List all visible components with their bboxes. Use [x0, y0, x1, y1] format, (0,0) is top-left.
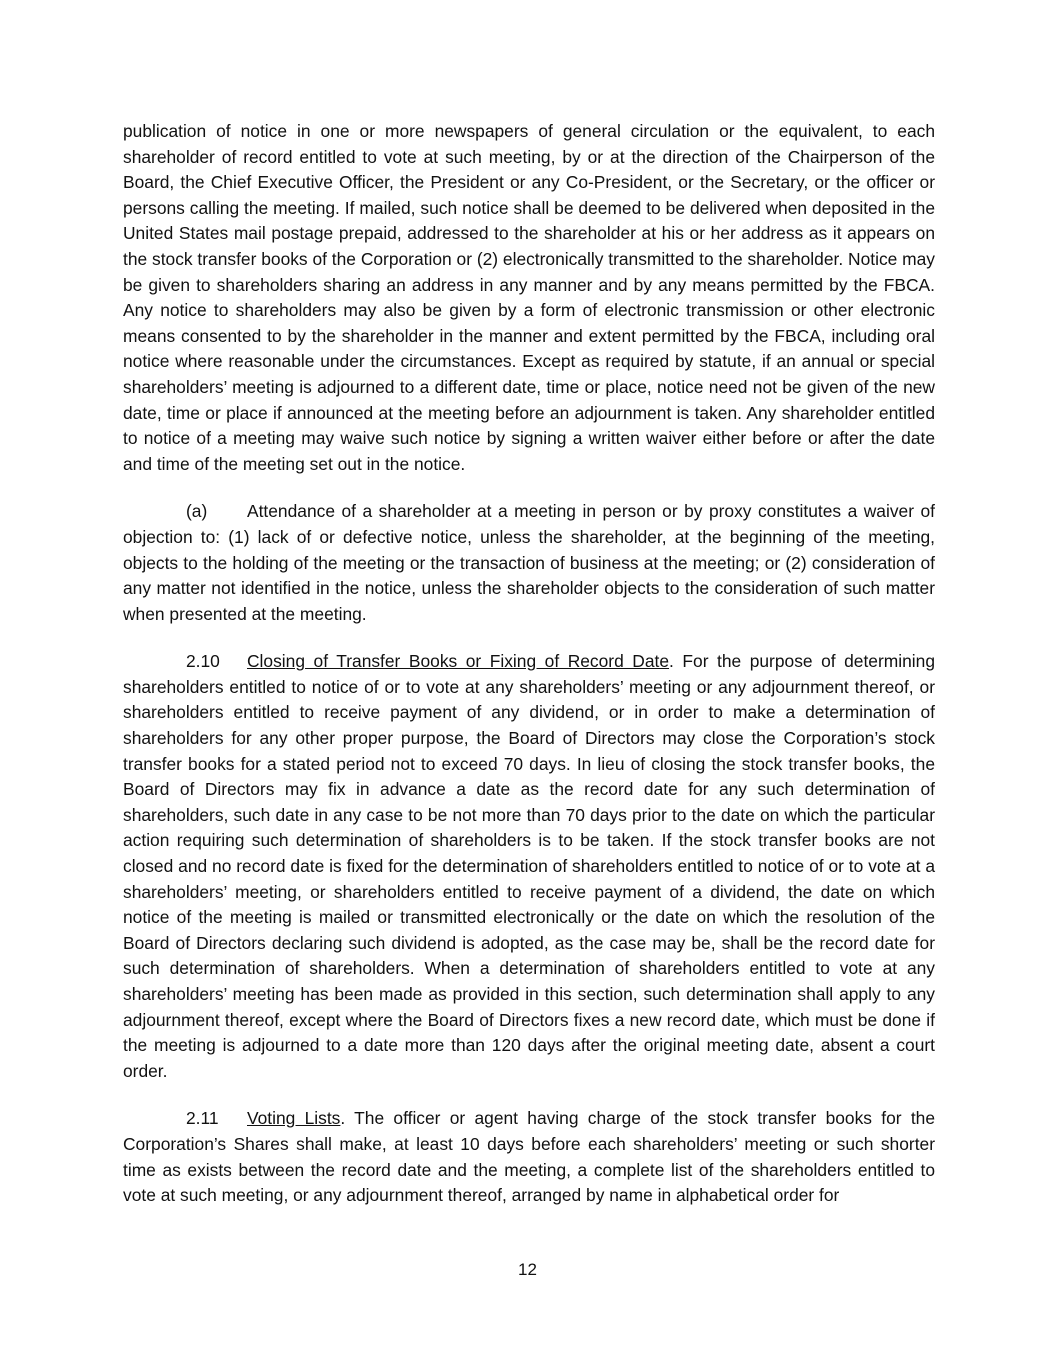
- page-number: 12: [518, 1260, 537, 1279]
- paragraph-notice-continuation: [123, 119, 935, 477]
- section-number: 2.10: [186, 651, 220, 672]
- section-heading: Closing of Transfer Books or Fixing of Record Date: [247, 651, 670, 672]
- paragraph-text: Attendance of a shareholder at a meeting in person or by proxy constitutes a waiver of objection to: (1) lack of or defective notice, unless the shareholder, at the beginning of the meeting, objects to the holding of the meeting or the transaction of business at the meeting; or (2) consideration of any matter not identified in the notice, unless the shareholder objects to the consideration of such matter when presented at the meeting.: [123, 501, 935, 624]
- paragraph-waiver-of-notice: [123, 499, 935, 627]
- section-number: 2.11: [186, 1108, 219, 1129]
- document-page: [123, 119, 935, 1231]
- section-heading: Voting Lists: [247, 1108, 341, 1129]
- paragraph-number: (a): [186, 501, 208, 522]
- section-2-11: [123, 1106, 935, 1208]
- paragraph-text: publication of notice in one or more newspapers of general circulation or the equivalent, to each shareholder of record entitled to vote at such meeting, by or at the direction of the Chairperson of the Board, the Chief Executive Officer, the President or any Co-President, or the Secretary, or the officer or persons calling the meeting. If mailed, such notice shall be deemed to be delivered when deposited in the United States mail postage prepaid, addressed to the shareholder at his or her address as it appears on the stock transfer books of the Corporation or (2) electronically transmitted to the shareholder. Notice may be given to shareholders sharing an address in any manner and by any means permitted by the FBCA. Any notice to shareholders may also be given by a form of electronic transmission or other electronic means consented to by the shareholder in the manner and extent permitted by the FBCA, including oral notice where reasonable under the circumstances. Except as required by statute, if an annual or special shareholders’ meeting is adjourned to a different date, time or place, notice need not be given of the new date, time or place if announced at the meeting before an adjournment is taken. Any shareholder entitled to notice of a meeting may waive such notice by signing a written waiver either before or after the date and time of the meeting set out in the notice.: [123, 121, 935, 474]
- section-2-10: [123, 649, 935, 1084]
- section-text: . The officer or agent having charge of the stock transfer books for the Corporation’s Shares shall make, at least 10 days before each shareholders’ meeting or such shorter time as exists between the record date and the meeting, a complete list of the shareholders entitled to vote at such meeting, or any adjournment thereof, arranged by name in alphabetical order for: [123, 1108, 935, 1206]
- section-text: . For the purpose of determining shareholders entitled to notice of or to vote at any shareholders’ meeting or any adjournment thereof, or shareholders entitled to receive payment of any dividend, or in order to make a determination of shareholders for any other proper purpose, the Board of Directors may close the Corporation’s stock transfer books for a stated period not to exceed 70 days. In lieu of closing the stock transfer books, the Board of Directors may fix in advance a date as the record date for any such determination of shareholders, such date in any case to be not more than 70 days prior to the date on which the particular action requiring such determination of shareholders is to be taken. If the stock transfer books are not closed and no record date is fixed for the determination of shareholders entitled to notice of or to vote at a shareholders’ meeting, or shareholders entitled to receive payment of a dividend, the date on which notice of the meeting is mailed or transmitted electronically or the date on which the resolution of the Board of Directors declaring such dividend is adopted, as the case may be, shall be the record date for such determination of shareholders. When a determination of shareholders entitled to vote at any shareholders’ meeting has been made as provided in this section, such determination shall apply to any adjournment thereof, except where the Board of Directors fixes a new record date, which must be done if the meeting is adjourned to a date more than 120 days after the original meeting date, absent a court order.: [123, 651, 935, 1081]
